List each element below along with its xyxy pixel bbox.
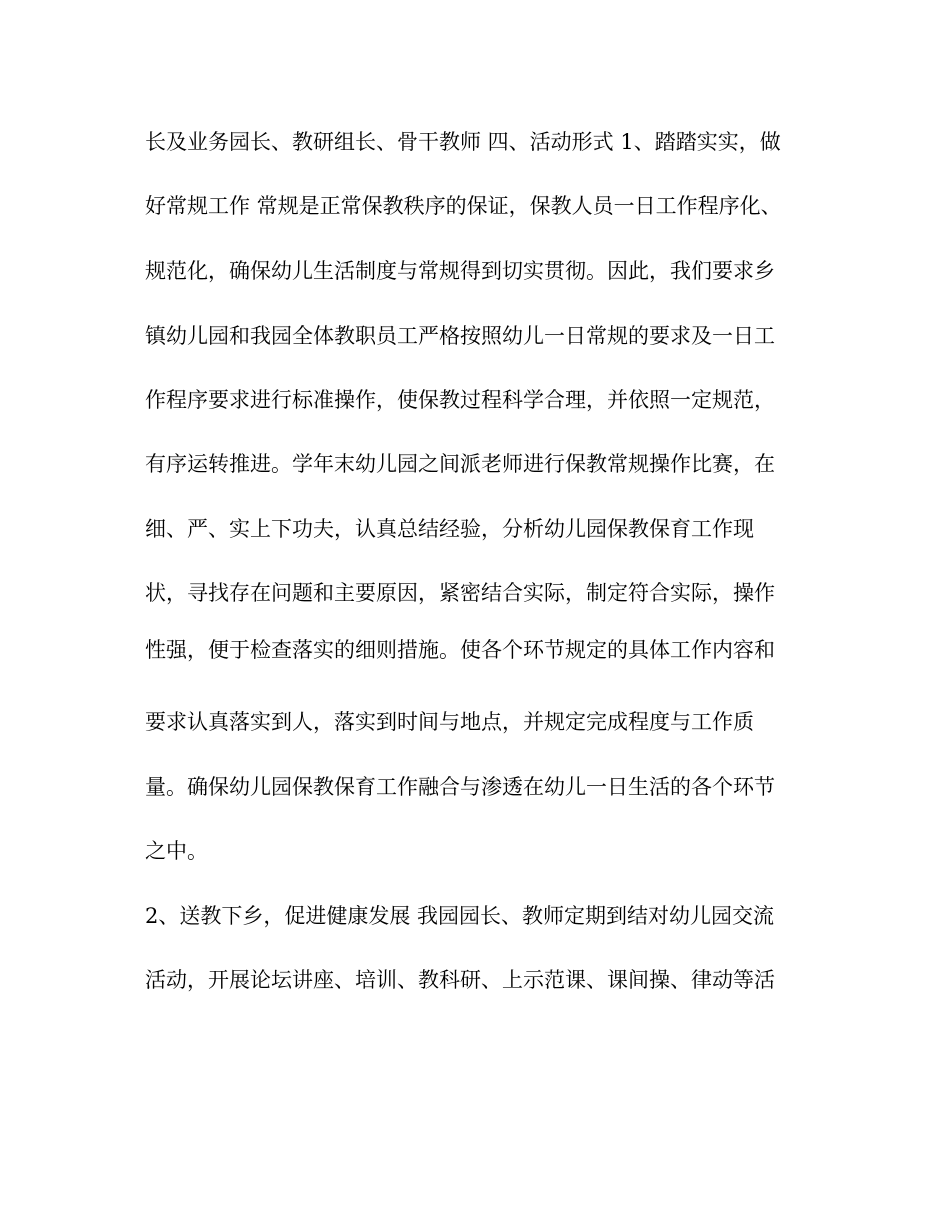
text-line: 好常规工作 常规是正常保教秩序的保证，保教人员一日工作程序化、 [145, 194, 782, 218]
text-line: 镇幼儿园和我园全体教职员工严格按照幼儿一日常规的要求及一日工 [145, 324, 775, 348]
text-line: 活动，开展论坛讲座、培训、教科研、上示范课、课间操、律动等活 [145, 968, 775, 992]
text-line: 要求认真落实到人，落实到时间与地点，并规定完成程度与工作质 [145, 710, 754, 734]
text-line: 有序运转推进。学年末幼儿园之间派老师进行保教常规操作比赛，在 [145, 452, 775, 476]
text-line: 性强，便于检查落实的细则措施。使各个环节规定的具体工作内容和 [145, 638, 775, 662]
text-line: 长及业务园长、教研组长、骨干教师 四、活动形式 1、踏踏实实，做 [145, 130, 781, 154]
text-line: 2、送教下乡，促进健康发展 我园园长、教师定期到结对幼儿园交流 [145, 904, 775, 928]
text-line: 规范化，确保幼儿生活制度与常规得到切实贯彻。因此，我们要求乡 [145, 259, 775, 283]
text-line: 之中。 [145, 839, 208, 863]
text-line: 细、严、实上下功夫，认真总结经验，分析幼儿园保教保育工作现 [145, 517, 754, 541]
text-line: 作程序要求进行标准操作，使保教过程科学合理，并依照一定规范， [145, 388, 775, 412]
text-line: 量。确保幼儿园保教保育工作融合与渗透在幼儿一日生活的各个环节 [145, 775, 775, 799]
text-line: 状，寻找存在问题和主要原因，紧密结合实际，制定符合实际，操作 [145, 581, 775, 605]
